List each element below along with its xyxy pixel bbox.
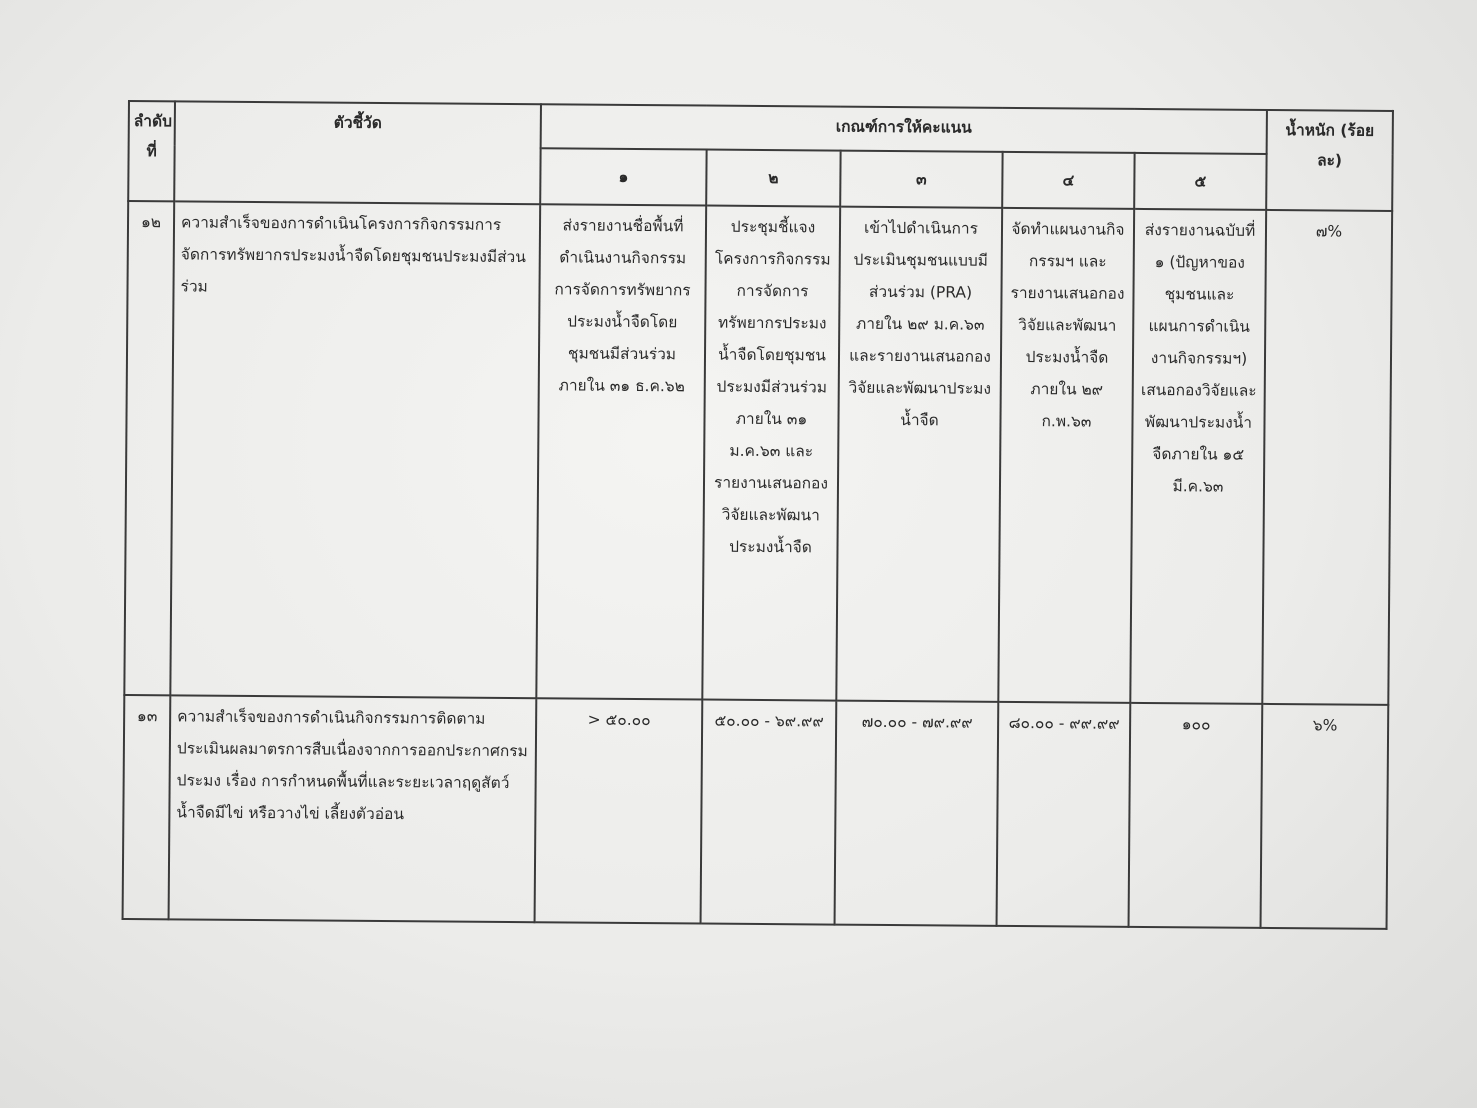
header-level-1: ๑ — [540, 148, 706, 205]
row-seq: ๑๒ — [124, 201, 174, 695]
row-level-3: ๗๐.๐๐ - ๗๙.๙๙ — [835, 701, 999, 926]
row-level-3: เข้าไปดำเนินการประเมินชุมชนแบบมีส่วนร่วม (PRA) ภายใน ๒๙ ม.ค.๖๓ และรายงานเสนอกองวิจัยและพัฒนาประมงน้ำจืด — [836, 207, 1002, 702]
row-level-5: ๑๐๐ — [1129, 703, 1263, 928]
header-level-4: ๔ — [1002, 152, 1134, 209]
row-level-5: ส่งรายงานฉบับที่ ๑ (ปัญหาของชุมชนและแผนการดำเนินงานกิจกรรมฯ) เสนอกองวิจัยและพัฒนาประมงน้ำจืดภายใน ๑๕ มี.ค.๖๓ — [1130, 209, 1266, 704]
kpi-table — [122, 100, 1394, 930]
row-level-2: ประชุมชี้แจงโครงการกิจกรรมการจัดการทรัพยากรประมงน้ำจืดโดยชุมชนประมงมีส่วนร่วมภายใน ๓๑ ม.ค.๖๓ และรายงานเสนอกองวิจัยและพัฒนาประมงน้ำจืด — [702, 206, 840, 701]
header-level-3: ๓ — [840, 151, 1002, 208]
header-indicator: ตัวชี้วัด — [174, 101, 541, 204]
row-weight: ๖% — [1261, 704, 1389, 929]
row-weight: ๗% — [1262, 210, 1392, 705]
row-level-1: ส่งรายงานชื่อพื้นที่ดำเนินงานกิจกรรมการจัดการทรัพยากรประมงน้ำจืดโดยชุมชนมีส่วนร่วม ภายใน ๓๑ ธ.ค.๖๒ — [536, 204, 706, 699]
table-row — [124, 201, 1392, 705]
row-seq: ๑๓ — [123, 695, 171, 919]
row-level-2: ๕๐.๐๐ - ๖๙.๙๙ — [701, 700, 837, 925]
header-level-2: ๒ — [706, 150, 840, 207]
header-row-1 — [129, 101, 1393, 155]
row-indicator: ความสำเร็จของการดำเนินกิจกรรมการติดตามประเมินผลมาตรการสืบเนื่องจากการออกประกาศกรมประมง เรื่อง การกำหนดพื้นที่และระยะเวลาฤดูสัตว์น้ำจืดมีไข่ หรือวางไข่ เลี้ยงตัวอ่อน — [169, 695, 537, 922]
header-seq: ลำดับที่ — [128, 101, 175, 201]
header-criteria: เกณฑ์การให้คะแนน — [541, 104, 1267, 154]
header-level-5: ๕ — [1134, 153, 1266, 210]
row-level-4: จัดทำแผนงานกิจกรรมฯ และรายงานเสนอกองวิจัยและพัฒนาประมงน้ำจืดภายใน ๒๙ ก.พ.๖๓ — [998, 208, 1134, 703]
row-level-4: ๘๐.๐๐ - ๙๙.๙๙ — [997, 702, 1131, 927]
row-level-1: > ๕๐.๐๐ — [535, 698, 703, 923]
header-weight: น้ำหนัก (ร้อยละ) — [1266, 110, 1393, 211]
row-indicator: ความสำเร็จของการดำเนินโครงการกิจกรรมการจัดการทรัพยากรประมงน้ำจืดโดยชุมชนประมงมีส่วนร่วม — [170, 201, 540, 698]
table-row — [123, 695, 1389, 929]
